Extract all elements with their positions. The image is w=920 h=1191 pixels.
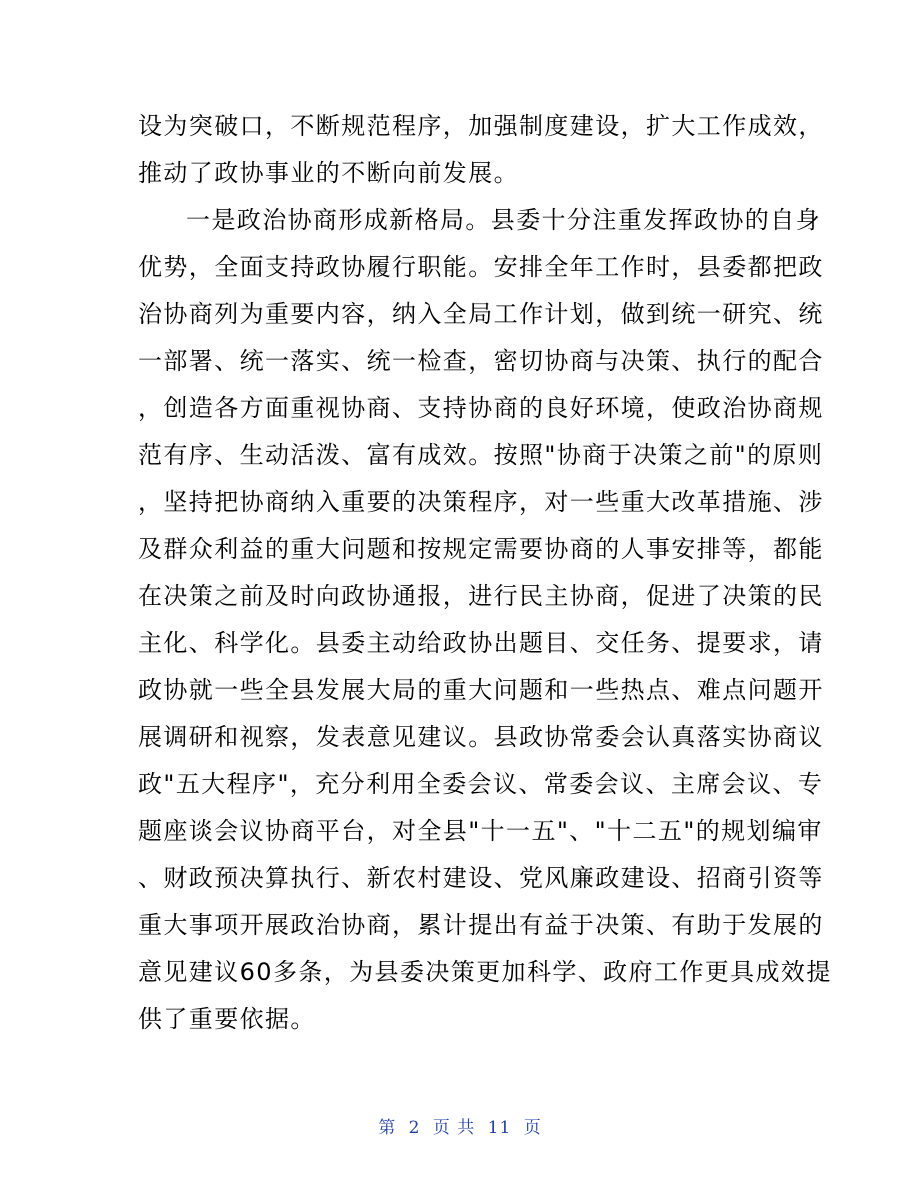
text-line-9: ，坚持把协商纳入重要的决策程序，对一些重大改革措施、涉 [138,488,824,516]
footer-middle: 页 共 [432,1118,476,1138]
footer-prefix: 第 [378,1118,397,1138]
text-line-11: 在决策之前及时向政协通报，进行民主协商，促进了决策的民 [138,582,824,610]
body-text [138,103,832,1043]
page-footer [0,1113,920,1138]
text-line-6: 一部署、统一落实、统一检查，密切协商与决策、执行的配合 [138,347,824,375]
footer-suffix: 页 [523,1118,542,1138]
text-line-13: 政协就一些全县发展大局的重大问题和一些热点、难点问题开 [138,676,824,704]
text-line-4: 优势，全面支持政协履行职能。安排全年工作时，县委都把政 [138,253,824,281]
text-line-16: 题座谈会议协商平台，对全县"十一五"、"十二五"的规划编审 [138,817,823,845]
text-line-18: 重大事项开展政治协商，累计提出有益于决策、有助于发展的 [138,911,824,939]
text-line-3: 一是政治协商形成新格局。县委十分注重发挥政协的自身 [186,206,821,234]
footer-page-number: 2 [408,1118,421,1138]
text-line-2: 推动了政协事业的不断向前发展。 [138,159,519,187]
text-line-5: 治协商列为重要内容，纳入全局工作计划，做到统一研究、统 [138,300,824,328]
text-line-8: 范有序、生动活泼、富有成效。按照"协商于决策之前"的原则 [138,441,824,469]
text-line-15: 政"五大程序"，充分利用全委会议、常委会议、主席会议、专 [138,770,824,798]
text-line-14: 展调研和视察，发表意见建议。县政协常委会认真落实协商议 [138,723,824,751]
footer-total-pages: 11 [487,1118,512,1138]
text-line-12: 主化、科学化。县委主动给政协出题目、交任务、提要求，请 [138,629,824,657]
text-line-20: 供了重要依据。 [138,1005,316,1033]
text-line-1: 设为突破口，不断规范程序，加强制度建设，扩大工作成效， [138,112,824,140]
text-line-19: 意见建议60多条，为县委决策更加科学、政府工作更具成效提 [138,958,832,986]
text-line-7: ，创造各方面重视协商、支持协商的良好环境，使政治协商规 [138,394,824,422]
text-line-10: 及群众利益的重大问题和按规定需要协商的人事安排等，都能 [138,535,824,563]
text-line-17: 、财政预决算执行、新农村建设、党风廉政建设、招商引资等 [138,864,824,892]
